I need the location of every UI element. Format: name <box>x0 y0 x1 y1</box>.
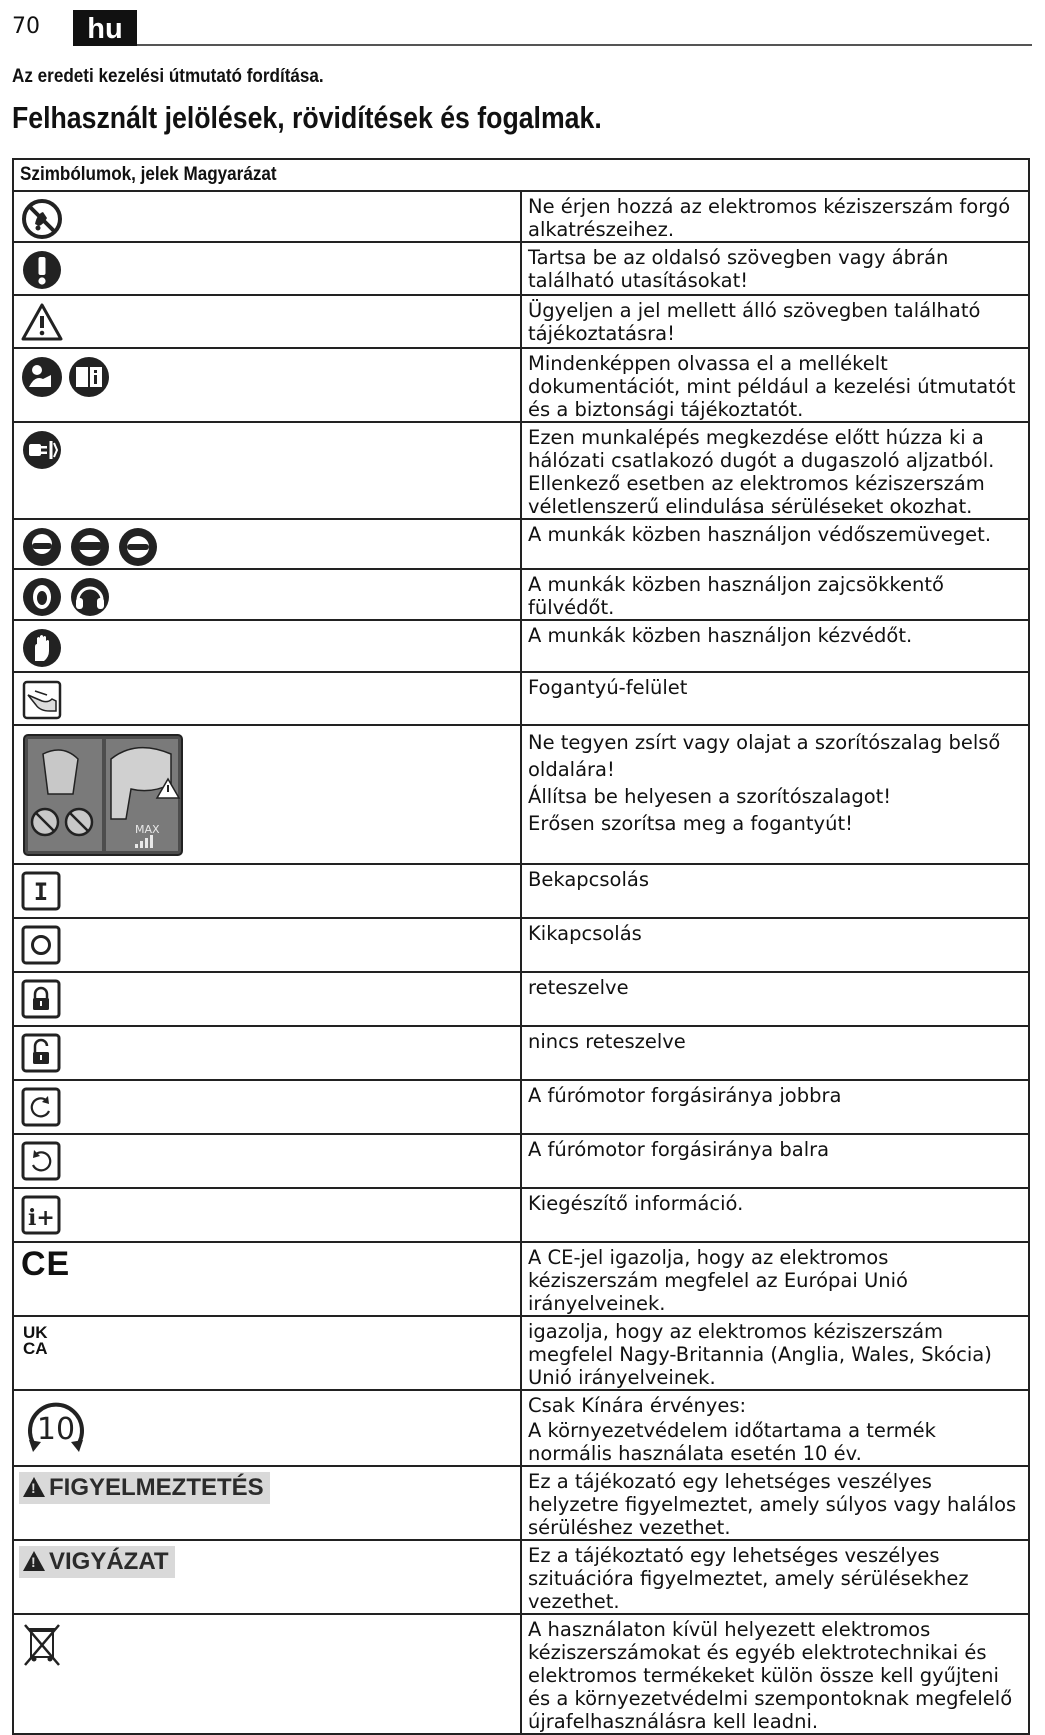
ce-mark-icon: CE <box>21 1245 71 1283</box>
row-text: Ez a tájékoztató egy lehetséges veszélyes szituációra figyelmeztet, amely sérülésekhez vezethet. <box>528 1544 969 1613</box>
svg-text:I: I <box>33 878 49 906</box>
table-row <box>13 1540 1029 1614</box>
row-text: Mindenképpen olvassa el a mellékelt dokumentációt, mint például a kezelési útmutatót és a biztonsági tájékoztatót. <box>528 352 1016 421</box>
unplug-icon <box>21 429 63 471</box>
svg-text:10: 10 <box>36 1412 76 1447</box>
warning-triangle-icon <box>23 1477 45 1497</box>
row-text: A fúrómotor forgásiránya jobbra <box>528 1084 842 1107</box>
additional-info-icon <box>21 1195 61 1235</box>
hand-protection-icon <box>21 627 63 669</box>
table-row <box>13 348 1029 422</box>
table-header: Szimbólumok, jelek Magyarázat <box>13 159 1029 191</box>
weee-crossed-bin-icon <box>21 1621 65 1669</box>
row-text: Ezen munkalépés megkezdése előtt húzza ki a hálózati csatlakozó dugót a dugaszoló aljzatból. Ellenkező esetben az elektromos kéziszerszám véletlenszerű elindulása sérüléseket okozhat. <box>528 426 995 518</box>
row-text: A munkák közben használjon zajcsökkentő fülvédőt. <box>528 573 944 619</box>
language-badge: hu <box>73 10 137 46</box>
table-row <box>13 242 1029 295</box>
row-text: A környezetvédelem időtartama a termék normális használata esetén 10 év. <box>528 1419 936 1465</box>
table-row <box>13 295 1029 348</box>
power-off-icon <box>21 925 61 965</box>
warning-signal-word: !FIGYELMEZTETÉS <box>19 1472 270 1504</box>
table-row <box>13 422 1029 519</box>
table-row <box>13 1080 1029 1134</box>
table-row <box>13 864 1029 918</box>
row-text: Ügyeljen a jel mellett álló szövegben található tájékoztatásra! <box>528 299 981 345</box>
row-text: A használaton kívül helyezett elektromos kéziszerszámokat és egyéb elektrotechnikai és elektromos termékeket külön össze kell gyűjteni és a környezetvédelmi szempontoknak megfelelő újrafelhasználásra kell leadni. <box>528 1618 1013 1733</box>
table-row <box>13 672 1029 725</box>
row-text: Csak Kínára érvényes: <box>528 1394 747 1417</box>
page-number: 70 <box>12 14 40 39</box>
document-subtitle: Az eredeti kezelési útmutató fordítása. <box>12 66 324 87</box>
row-text: igazolja, hogy az elektromos kéziszerszám megfelel Nagy-Britannia (Anglia, Wales, Skócia) Unió irányelveinek. <box>528 1320 992 1389</box>
ukca-mark-bottom: CA <box>23 1339 48 1358</box>
table-row <box>13 191 1029 242</box>
row-text: Ne érjen hozzá az elektromos kéziszerszám forgó alkatrészeihez. <box>528 195 1011 241</box>
grip-surface-icon <box>21 679 63 721</box>
row-text: A CE-jel igazolja, hogy az elektromos kéziszerszám megfelel az Európai Unió irányelveinek. <box>528 1246 908 1315</box>
row-text: Erősen szorítsa meg a fogantyút! <box>528 812 853 835</box>
table-row <box>13 725 1029 864</box>
table-row <box>13 1466 1029 1540</box>
ear-protection-icon <box>21 576 113 618</box>
svg-text:i+: i+ <box>28 1205 55 1231</box>
rotation-right-icon <box>21 1087 61 1127</box>
china-rohs-10-icon <box>21 1396 91 1458</box>
max-label: MAX <box>135 823 160 836</box>
header-rule <box>137 44 1032 46</box>
row-text: A fúrómotor forgásiránya balra <box>528 1138 830 1161</box>
table-row <box>13 1614 1029 1734</box>
warning-triangle-icon <box>23 1551 45 1571</box>
table-row <box>13 519 1029 569</box>
symbols-table <box>12 158 1030 1735</box>
row-text: Tartsa be az oldalsó szövegben vagy ábrán található utasításokat! <box>528 246 949 292</box>
warning-triangle-icon <box>21 302 63 342</box>
locked-icon <box>21 979 61 1019</box>
row-text: Kikapcsolás <box>528 922 642 945</box>
table-row <box>13 1134 1029 1188</box>
rotation-left-icon <box>21 1141 61 1181</box>
row-text: Állítsa be helyesen a szorítószalagot! <box>528 785 892 808</box>
table-row <box>13 1316 1029 1390</box>
row-text: reteszelve <box>528 976 629 999</box>
row-text: nincs reteszelve <box>528 1030 686 1053</box>
row-text: Fogantyú-felület <box>528 676 688 699</box>
table-row <box>13 1188 1029 1242</box>
table-row <box>13 1390 1029 1466</box>
row-text: Kiegészítő információ. <box>528 1192 744 1215</box>
clamping-band-icon <box>23 734 183 856</box>
table-row <box>13 918 1029 972</box>
row-text: A munkák közben használjon kézvédőt. <box>528 624 913 647</box>
power-on-icon <box>21 871 61 911</box>
do-not-touch-rotating-parts-icon <box>21 198 63 240</box>
table-row <box>13 569 1029 620</box>
row-text: A munkák közben használjon védőszemüveget. <box>528 523 992 546</box>
ukca-mark-top: UK <box>23 1323 48 1342</box>
mandatory-instruction-icon <box>21 249 63 291</box>
read-manual-icon <box>21 355 117 399</box>
table-row <box>13 972 1029 1026</box>
row-text: Bekapcsolás <box>528 868 649 891</box>
row-text: Ez a tájékozató egy lehetséges veszélyes helyzetre figyelmeztet, amely súlyos vagy halálos sérüléshez vezethet. <box>528 1470 1017 1539</box>
unlocked-icon <box>21 1033 61 1073</box>
page-title: Felhasznált jelölések, rövidítések és fogalmak. <box>12 100 602 135</box>
caution-signal-word: !VIGYÁZAT <box>19 1546 175 1578</box>
row-text: Ne tegyen zsírt vagy olajat a szorítószalag belső oldalára! <box>528 731 1001 781</box>
table-row <box>13 1242 1029 1316</box>
eye-protection-icon <box>21 526 161 568</box>
table-row <box>13 620 1029 672</box>
table-row <box>13 1026 1029 1080</box>
